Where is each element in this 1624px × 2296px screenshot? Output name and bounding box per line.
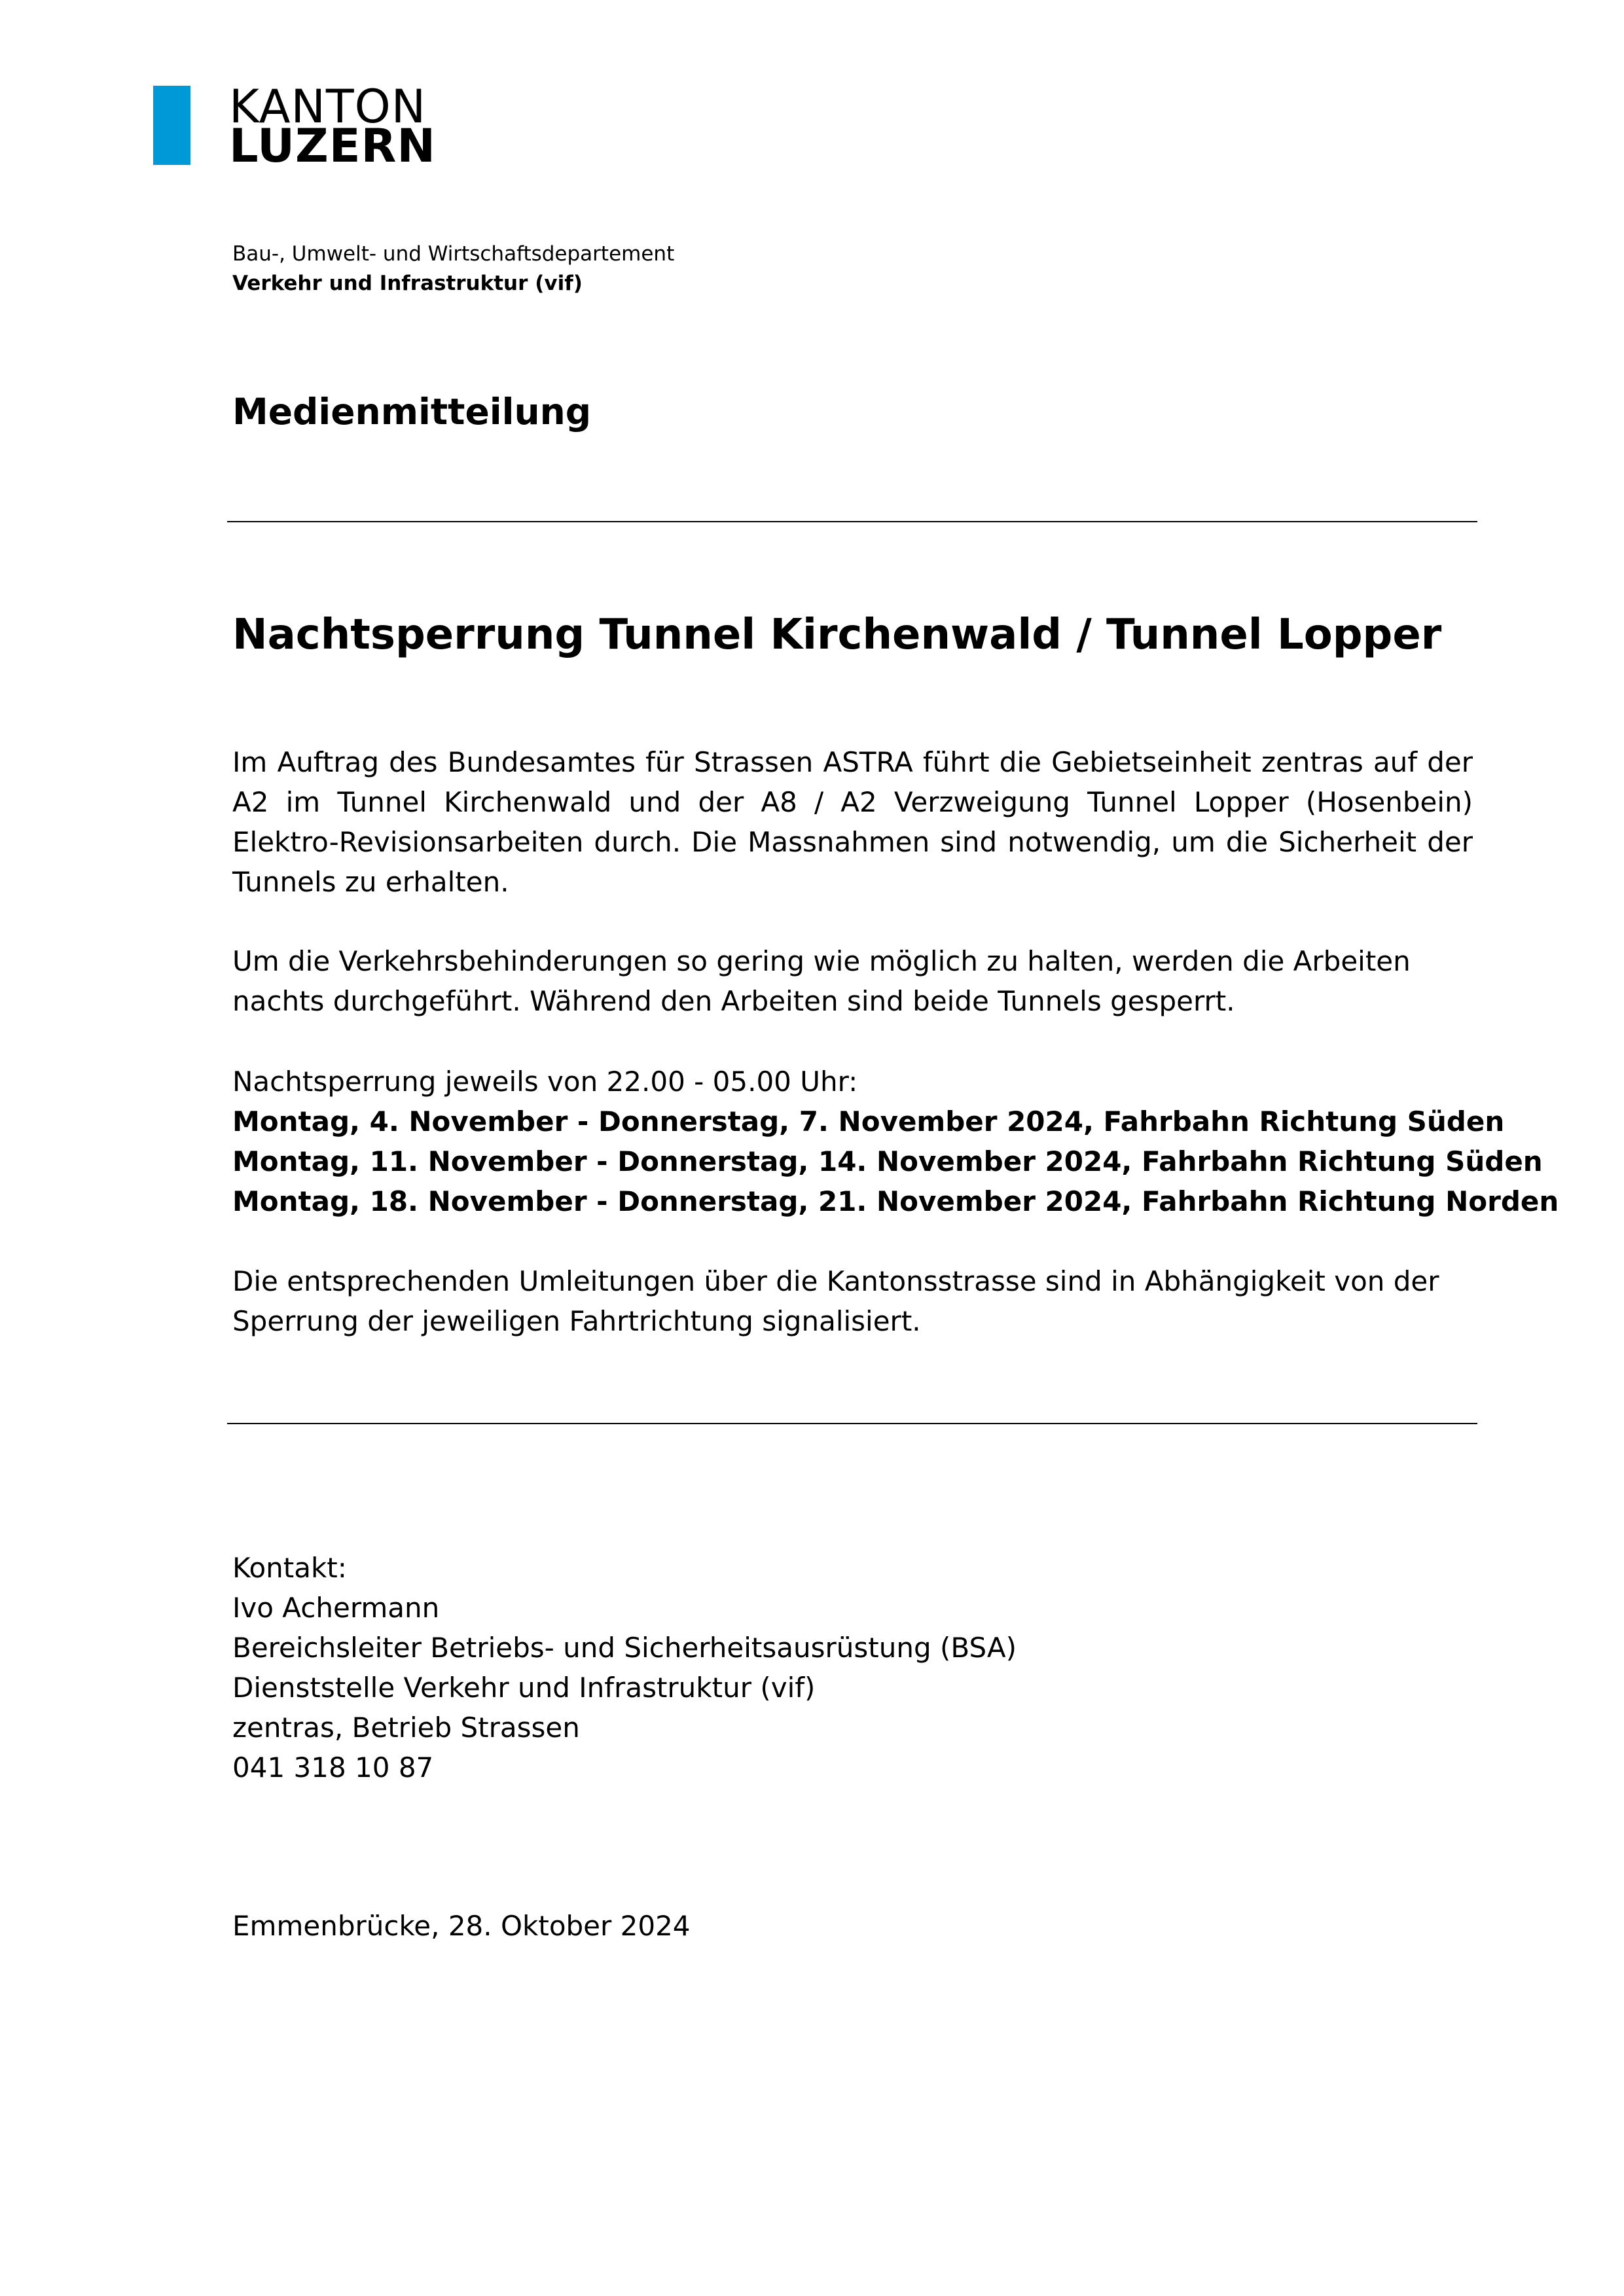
schedule-item: Montag, 4. November - Donnerstag, 7. November 2024, Fahrbahn Richtung Süden xyxy=(232,1105,1505,1138)
schedule-intro: Nachtsperrung jeweils von 22.00 - 05.00 Uhr: xyxy=(232,1066,858,1098)
contact-block xyxy=(232,1548,1017,1787)
document-type: Medienmitteilung xyxy=(232,391,592,433)
contact-org: zentras, Betrieb Strassen xyxy=(232,1712,580,1744)
logo-bar xyxy=(153,86,190,165)
divider-bottom xyxy=(227,1423,1477,1424)
headline: Nachtsperrung Tunnel Kirchenwald / Tunnel Lopper xyxy=(232,611,1442,659)
logo-luzern: LUZERN xyxy=(229,119,437,173)
contact-office: Dienststelle Verkehr und Infrastruktur (vif) xyxy=(232,1672,816,1704)
dateline: Emmenbrücke, 28. Oktober 2024 xyxy=(232,1910,691,1942)
body-paragraph-3: Die entsprechenden Umleitungen über die Kantonsstrasse sind in Abhängigkeit von der Sperrung der jeweiligen Fahrtrichtung signalisiert. xyxy=(232,1265,1439,1337)
contact-role: Bereichsleiter Betriebs- und Sicherheitsausrüstung (BSA) xyxy=(232,1632,1017,1664)
contact-label: Kontakt: xyxy=(232,1552,347,1584)
logo-kanton: KANTON xyxy=(229,80,427,134)
department-name: Bau-, Umwelt- und Wirtschaftsdepartement xyxy=(232,242,675,266)
schedule-item: Montag, 11. November - Donnerstag, 14. November 2024, Fahrbahn Richtung Süden xyxy=(232,1145,1543,1177)
schedule-item: Montag, 18. November - Donnerstag, 21. November 2024, Fahrbahn Richtung Norden xyxy=(232,1185,1559,1217)
unit-name: Verkehr und Infrastruktur (vif) xyxy=(232,272,583,295)
contact-phone: 041 318 10 87 xyxy=(232,1751,434,1784)
schedule-list xyxy=(232,1102,1559,1221)
contact-name: Ivo Achermann xyxy=(232,1592,440,1624)
divider-top xyxy=(227,521,1477,522)
body-paragraph-2: Um die Verkehrsbehinderungen so gering wie möglich zu halten, werden die Arbeiten nachts durchgeführt. Während den Arbeiten sind beide Tunnels gesperrt. xyxy=(232,945,1411,1017)
body-paragraph-1: Im Auftrag des Bundesamtes für Strassen ASTRA führt die Gebietseinheit zentras auf der A2 im Tunnel Kirchenwald und der A8 / A2 Verzweigung Tunnel Lopper (Hosenbein) Elektro-Revisionsarbeiten durch. Die Massnahmen sind notwendig, um die Sicherheit der Tunnels zu erhalten. xyxy=(232,746,1473,898)
